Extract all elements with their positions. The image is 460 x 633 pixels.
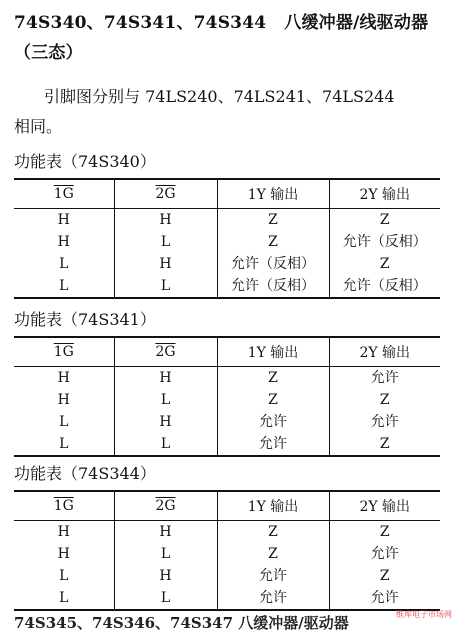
- cell: Z: [217, 389, 329, 411]
- header-1y: 1Y 输出: [217, 491, 329, 521]
- table-header-row: [14, 179, 440, 209]
- cell: H: [114, 367, 217, 390]
- cell: Z: [217, 521, 329, 544]
- cell: Z: [329, 433, 440, 456]
- header-2g-text: 2G: [155, 344, 176, 360]
- header-2g-text: 2G: [155, 186, 176, 202]
- cell: L: [114, 275, 217, 298]
- cell: L: [114, 389, 217, 411]
- table-row: [14, 521, 440, 544]
- cell: Z: [217, 231, 329, 253]
- cell: H: [114, 565, 217, 587]
- cell: H: [114, 209, 217, 232]
- cell: 允许（反相）: [329, 231, 440, 253]
- header-2g: [114, 491, 217, 521]
- table-row: [14, 543, 440, 565]
- cell: H: [57, 546, 70, 562]
- table-row: [14, 231, 440, 253]
- cell: Z: [329, 565, 440, 587]
- table-row: [14, 433, 440, 456]
- cell: Z: [217, 543, 329, 565]
- header-2g: [114, 337, 217, 367]
- cell: L: [59, 414, 69, 430]
- cell: Z: [217, 209, 329, 232]
- cell: Z: [329, 209, 440, 232]
- header-1g: [14, 491, 114, 521]
- cell: H: [114, 411, 217, 433]
- table-row: [14, 411, 440, 433]
- cell: H: [57, 370, 70, 386]
- cell: 允许: [217, 433, 329, 456]
- cell: 允许: [217, 411, 329, 433]
- cell: L: [114, 231, 217, 253]
- cell: 允许（反相）: [329, 275, 440, 298]
- header-2y: 2Y 输出: [329, 337, 440, 367]
- table-row: [14, 367, 440, 390]
- cell: 允许（反相）: [217, 253, 329, 275]
- cell: Z: [217, 367, 329, 390]
- cell: H: [57, 212, 70, 228]
- cell: L: [59, 436, 69, 452]
- table-title-74s340: 功能表（74S340）: [14, 152, 156, 171]
- cell: H: [114, 521, 217, 544]
- header-2g-text: 2G: [155, 498, 176, 514]
- table-row: [14, 389, 440, 411]
- cell: L: [59, 590, 69, 606]
- cell: Z: [329, 521, 440, 544]
- header-1g: [14, 179, 114, 209]
- cell: L: [114, 433, 217, 456]
- cell: 允许: [217, 565, 329, 587]
- description-paragraph: [14, 82, 454, 142]
- paragraph-line-1-text: 引脚图分别与 74LS240、74LS241、74LS244: [44, 87, 395, 106]
- cell: L: [114, 543, 217, 565]
- section-heading: [14, 8, 454, 68]
- cell: L: [114, 587, 217, 610]
- heading-part-numbers: 74S340、74S341、74S344: [14, 13, 267, 33]
- header-2y: 2Y 输出: [329, 491, 440, 521]
- cell: L: [59, 568, 69, 584]
- function-table-74s340: [14, 178, 440, 299]
- heading-line-2: （三态）: [14, 43, 83, 63]
- cell: L: [59, 256, 69, 272]
- cell: H: [57, 524, 70, 540]
- heading-line-1: [14, 8, 454, 38]
- table-header-row: [14, 337, 440, 367]
- function-table-74s344: [14, 490, 440, 611]
- header-2y: 2Y 输出: [329, 179, 440, 209]
- header-1y: 1Y 输出: [217, 179, 329, 209]
- cell: 允许: [329, 411, 440, 433]
- table-row: [14, 275, 440, 298]
- cell: Z: [329, 389, 440, 411]
- header-1y: 1Y 输出: [217, 337, 329, 367]
- table-title-74s341: 功能表（74S341）: [14, 310, 156, 329]
- header-1g-text: 1G: [53, 498, 74, 514]
- table-title-74s344: 功能表（74S344）: [14, 464, 156, 483]
- paragraph-line-2: 相同。: [14, 117, 63, 136]
- table-row: [14, 209, 440, 232]
- cell: 允许（反相）: [217, 275, 329, 298]
- watermark: 维库电子市场网: [396, 610, 452, 619]
- table-row: [14, 253, 440, 275]
- function-table-74s341: [14, 336, 440, 457]
- cell: H: [114, 253, 217, 275]
- cell: 允许: [329, 587, 440, 610]
- cell: H: [57, 234, 70, 250]
- table-header-row: [14, 491, 440, 521]
- header-1g: [14, 337, 114, 367]
- cell: 允许: [329, 543, 440, 565]
- paragraph-line-1: [14, 82, 454, 112]
- header-1g-text: 1G: [53, 344, 74, 360]
- table-row: [14, 565, 440, 587]
- next-section-heading-fragment: 74S345、74S346、74S347 八缓冲器/驱动器: [14, 614, 349, 632]
- cell: 允许: [217, 587, 329, 610]
- table-row: [14, 587, 440, 610]
- cell: L: [59, 278, 69, 294]
- cell: Z: [329, 253, 440, 275]
- heading-device-type: 八缓冲器/线驱动器: [284, 13, 429, 33]
- header-2g: [114, 179, 217, 209]
- cell: 允许: [329, 367, 440, 390]
- cell: H: [57, 392, 70, 408]
- header-1g-text: 1G: [53, 186, 74, 202]
